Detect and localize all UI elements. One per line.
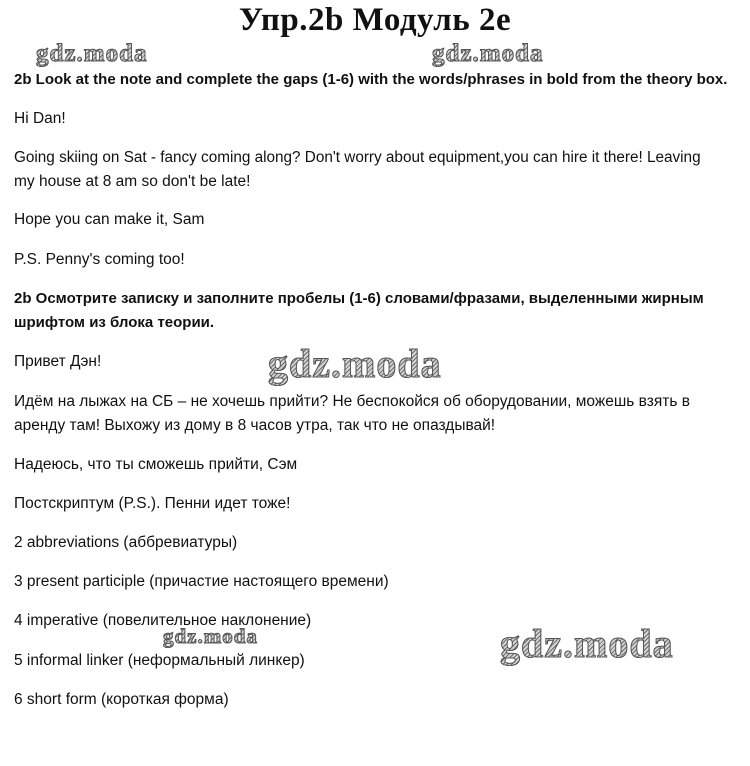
answer-item: 6 short form (короткая форма): [14, 691, 229, 708]
watermark: gdz.moda: [268, 341, 442, 386]
answer-item: 3 present participle (причастие настоящего времени): [14, 573, 389, 590]
watermark: gdz.moda: [163, 624, 258, 648]
english-ps: P.S. Penny's coming too!: [14, 251, 185, 268]
russian-instruction: 2b Осмотрите записку и заполните пробелы (1-6) словами/фразами, выделенными жирным: [14, 290, 704, 307]
russian-instruction: шрифтом из блока теории.: [14, 314, 215, 331]
watermark: gdz.moda: [432, 40, 544, 67]
answer-item: 2 abbreviations (аббревиатуры): [14, 534, 238, 551]
russian-body-line: Идём на лыжах на СБ – не хочешь прийти? Не беспокойся об оборудовании, можешь взять в: [14, 393, 690, 410]
russian-body-line: аренду там! Выхожу из дому в 8 часов утра, так что не опаздывай!: [14, 417, 496, 434]
page-title: Упр.2b Модуль 2е: [238, 2, 512, 38]
english-closing: Hope you can make it, Sam: [14, 211, 205, 228]
watermark: gdz.moda: [500, 621, 674, 666]
russian-closing: Надеюсь, что ты сможешь прийти, Сэм: [14, 456, 298, 473]
english-greeting: Hi Dan!: [14, 110, 66, 127]
english-body-line: my house at 8 am so don't be late!: [14, 173, 251, 190]
watermark: gdz.moda: [36, 40, 148, 67]
answer-item: 4 imperative (повелительное наклонение): [14, 612, 312, 629]
english-body-line: Going skiing on Sat - fancy coming along? Don't worry about equipment,you can hire it there! Leaving: [14, 149, 701, 166]
answer-item: 5 informal linker (неформальный линкер): [14, 652, 305, 669]
russian-ps: Постскриптум (P.S.). Пенни идет тоже!: [14, 495, 291, 512]
english-instruction: 2b Look at the note and complete the gaps (1-6) with the words/phrases in bold from the theory box.: [14, 71, 728, 88]
russian-greeting: Привет Дэн!: [14, 353, 102, 370]
